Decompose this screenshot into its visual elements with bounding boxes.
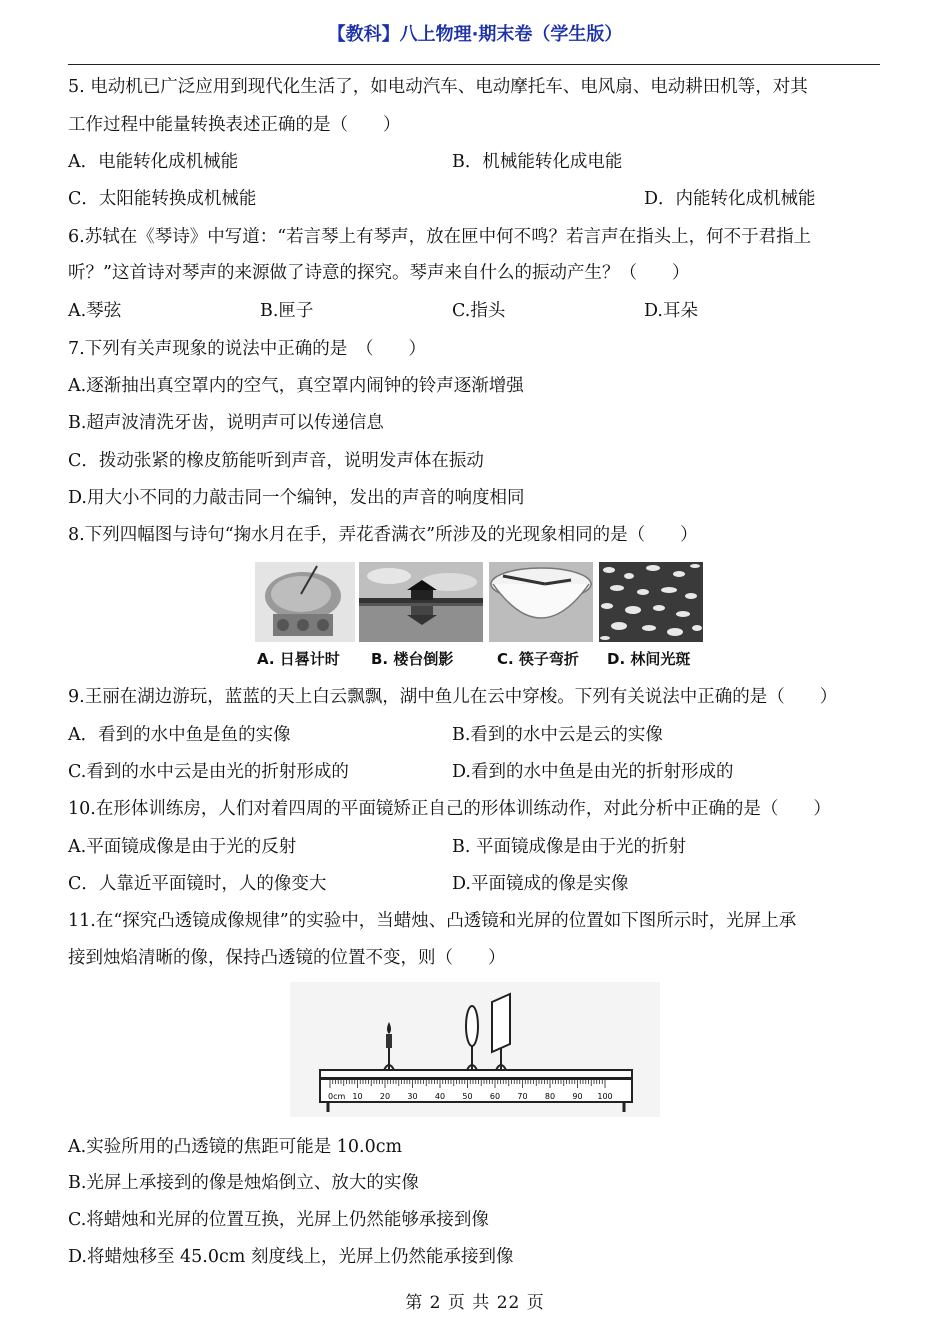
q5-option-b: B．机械能转化成电能 [452, 152, 623, 172]
q5-stem-line2: 工作过程中能量转换表述正确的是（ ） [68, 115, 401, 135]
q11-stem-line1: 11.在“探究凸透镜成像规律”的实验中，当蜡烛、凸透镜和光屏的位置如下图所示时，光屏上承 [68, 911, 797, 931]
q11-option-b: B.光屏上承接到的像是烛焰倒立、放大的实像 [68, 1173, 419, 1193]
ruler-label: 40 [434, 1092, 446, 1101]
q8-figure [253, 558, 705, 670]
q10-option-c: C．人靠近平面镜时，人的像变大 [68, 874, 327, 894]
q10-option-d: D.平面镜成的像是实像 [452, 874, 629, 894]
sundial-photo [255, 562, 355, 642]
q6-option-d: D.耳朵 [644, 301, 698, 321]
q11-stem-line2: 接到烛焰清晰的像，保持凸透镜的位置不变，则（ ） [68, 948, 506, 968]
q11-option-a: A.实验所用的凸透镜的焦距可能是 10.0cm [68, 1137, 403, 1157]
q9-option-b: B.看到的水中云是云的实像 [452, 725, 663, 745]
q5-stem-line1: 5. 电动机已广泛应用到现代化生活了，如电动汽车、电动摩托车、电风扇、电动耕田机等，对其 [68, 77, 808, 97]
q5-option-a: A．电能转化成机械能 [68, 152, 239, 172]
q8-stem: 8.下列四幅图与诗句“掬水月在手，弄花香满衣”所涉及的光现象相同的是（ ） [68, 525, 698, 545]
bent-chopstick-photo [489, 562, 593, 642]
q6-option-a: A.琴弦 [68, 301, 122, 321]
q10-option-b: B. 平面镜成像是由于光的折射 [452, 837, 686, 857]
q8-caption-d: D. 林间光斑 [607, 650, 691, 668]
page-footer: 第 2 页 共 22 页 [405, 1293, 545, 1313]
q5-option-c: C．太阳能转换成机械能 [68, 189, 257, 209]
ruler-label: 90 [572, 1092, 583, 1101]
q7-option-d: D.用大小不同的力敲击同一个编钟，发出的声音的响度相同 [68, 488, 525, 508]
light-spots-photo [599, 562, 703, 642]
q7-option-c: C．拨动张紧的橡皮筋能听到声音，说明发声体在振动 [68, 451, 484, 471]
optical-bench-svg [290, 982, 660, 1117]
q7-stem: 7.下列有关声现象的说法中正确的是 （ ） [68, 339, 426, 359]
ruler-label: 80 [544, 1092, 556, 1101]
ruler-label: 20 [379, 1092, 391, 1101]
q6-stem-line2: 听？”这首诗对琴声的来源做了诗意的探究。琴声来自什么的振动产生？（ ） [68, 263, 690, 283]
header-divider [68, 64, 880, 65]
q11-option-d: D.将蜡烛移至 45.0cm 刻度线上，光屏上仍然能承接到像 [68, 1247, 514, 1267]
q6-stem-line1: 6.苏轼在《琴诗》中写道：“若言琴上有琴声，放在匣中何不鸣？若言声在指头上，何不于君指上 [68, 227, 812, 247]
q7-option-a: A.逐渐抽出真空罩内的空气，真空罩内闹钟的铃声逐渐增强 [68, 376, 524, 396]
ruler-label: 60 [489, 1092, 501, 1101]
ruler-label: 100 [597, 1092, 613, 1101]
ruler-label: 10 [352, 1092, 363, 1101]
ruler-label: 0cm [328, 1092, 346, 1101]
q5-option-d: D．内能转化成机械能 [644, 189, 816, 209]
ruler-label: 70 [517, 1092, 528, 1101]
q8-caption-c: C. 筷子弯折 [497, 650, 579, 668]
q8-caption-a: A. 日晷计时 [257, 650, 340, 668]
q9-stem: 9.王丽在湖边游玩，蓝蓝的天上白云飘飘，湖中鱼儿在云中穿梭。下列有关说法中正确的是（ ） [68, 687, 838, 707]
q8-caption-b: B. 楼台倒影 [371, 650, 454, 668]
q9-option-c: C.看到的水中云是由光的折射形成的 [68, 762, 349, 782]
q9-option-d: D.看到的水中鱼是由光的折射形成的 [452, 762, 734, 782]
page-header-title: 【教科】八上物理·期末卷（学生版） [327, 24, 623, 45]
q11-optical-bench-figure [290, 982, 660, 1117]
q10-option-a: A.平面镜成像是由于光的反射 [68, 837, 297, 857]
q7-option-b: B.超声波清洗牙齿，说明声可以传递信息 [68, 413, 384, 433]
ruler-label: 30 [407, 1092, 418, 1101]
q10-stem: 10.在形体训练房，人们对着四周的平面镜矫正自己的形体训练动作，对此分析中正确的是（ ） [68, 799, 831, 819]
ruler-label: 50 [462, 1092, 473, 1101]
q6-option-b: B.匣子 [260, 301, 314, 321]
q9-option-a: A．看到的水中鱼是鱼的实像 [68, 725, 291, 745]
q6-option-c: C.指头 [452, 301, 506, 321]
pavilion-reflection-photo [359, 562, 483, 642]
q11-option-c: C.将蜡烛和光屏的位置互换，光屏上仍然能够承接到像 [68, 1210, 489, 1230]
